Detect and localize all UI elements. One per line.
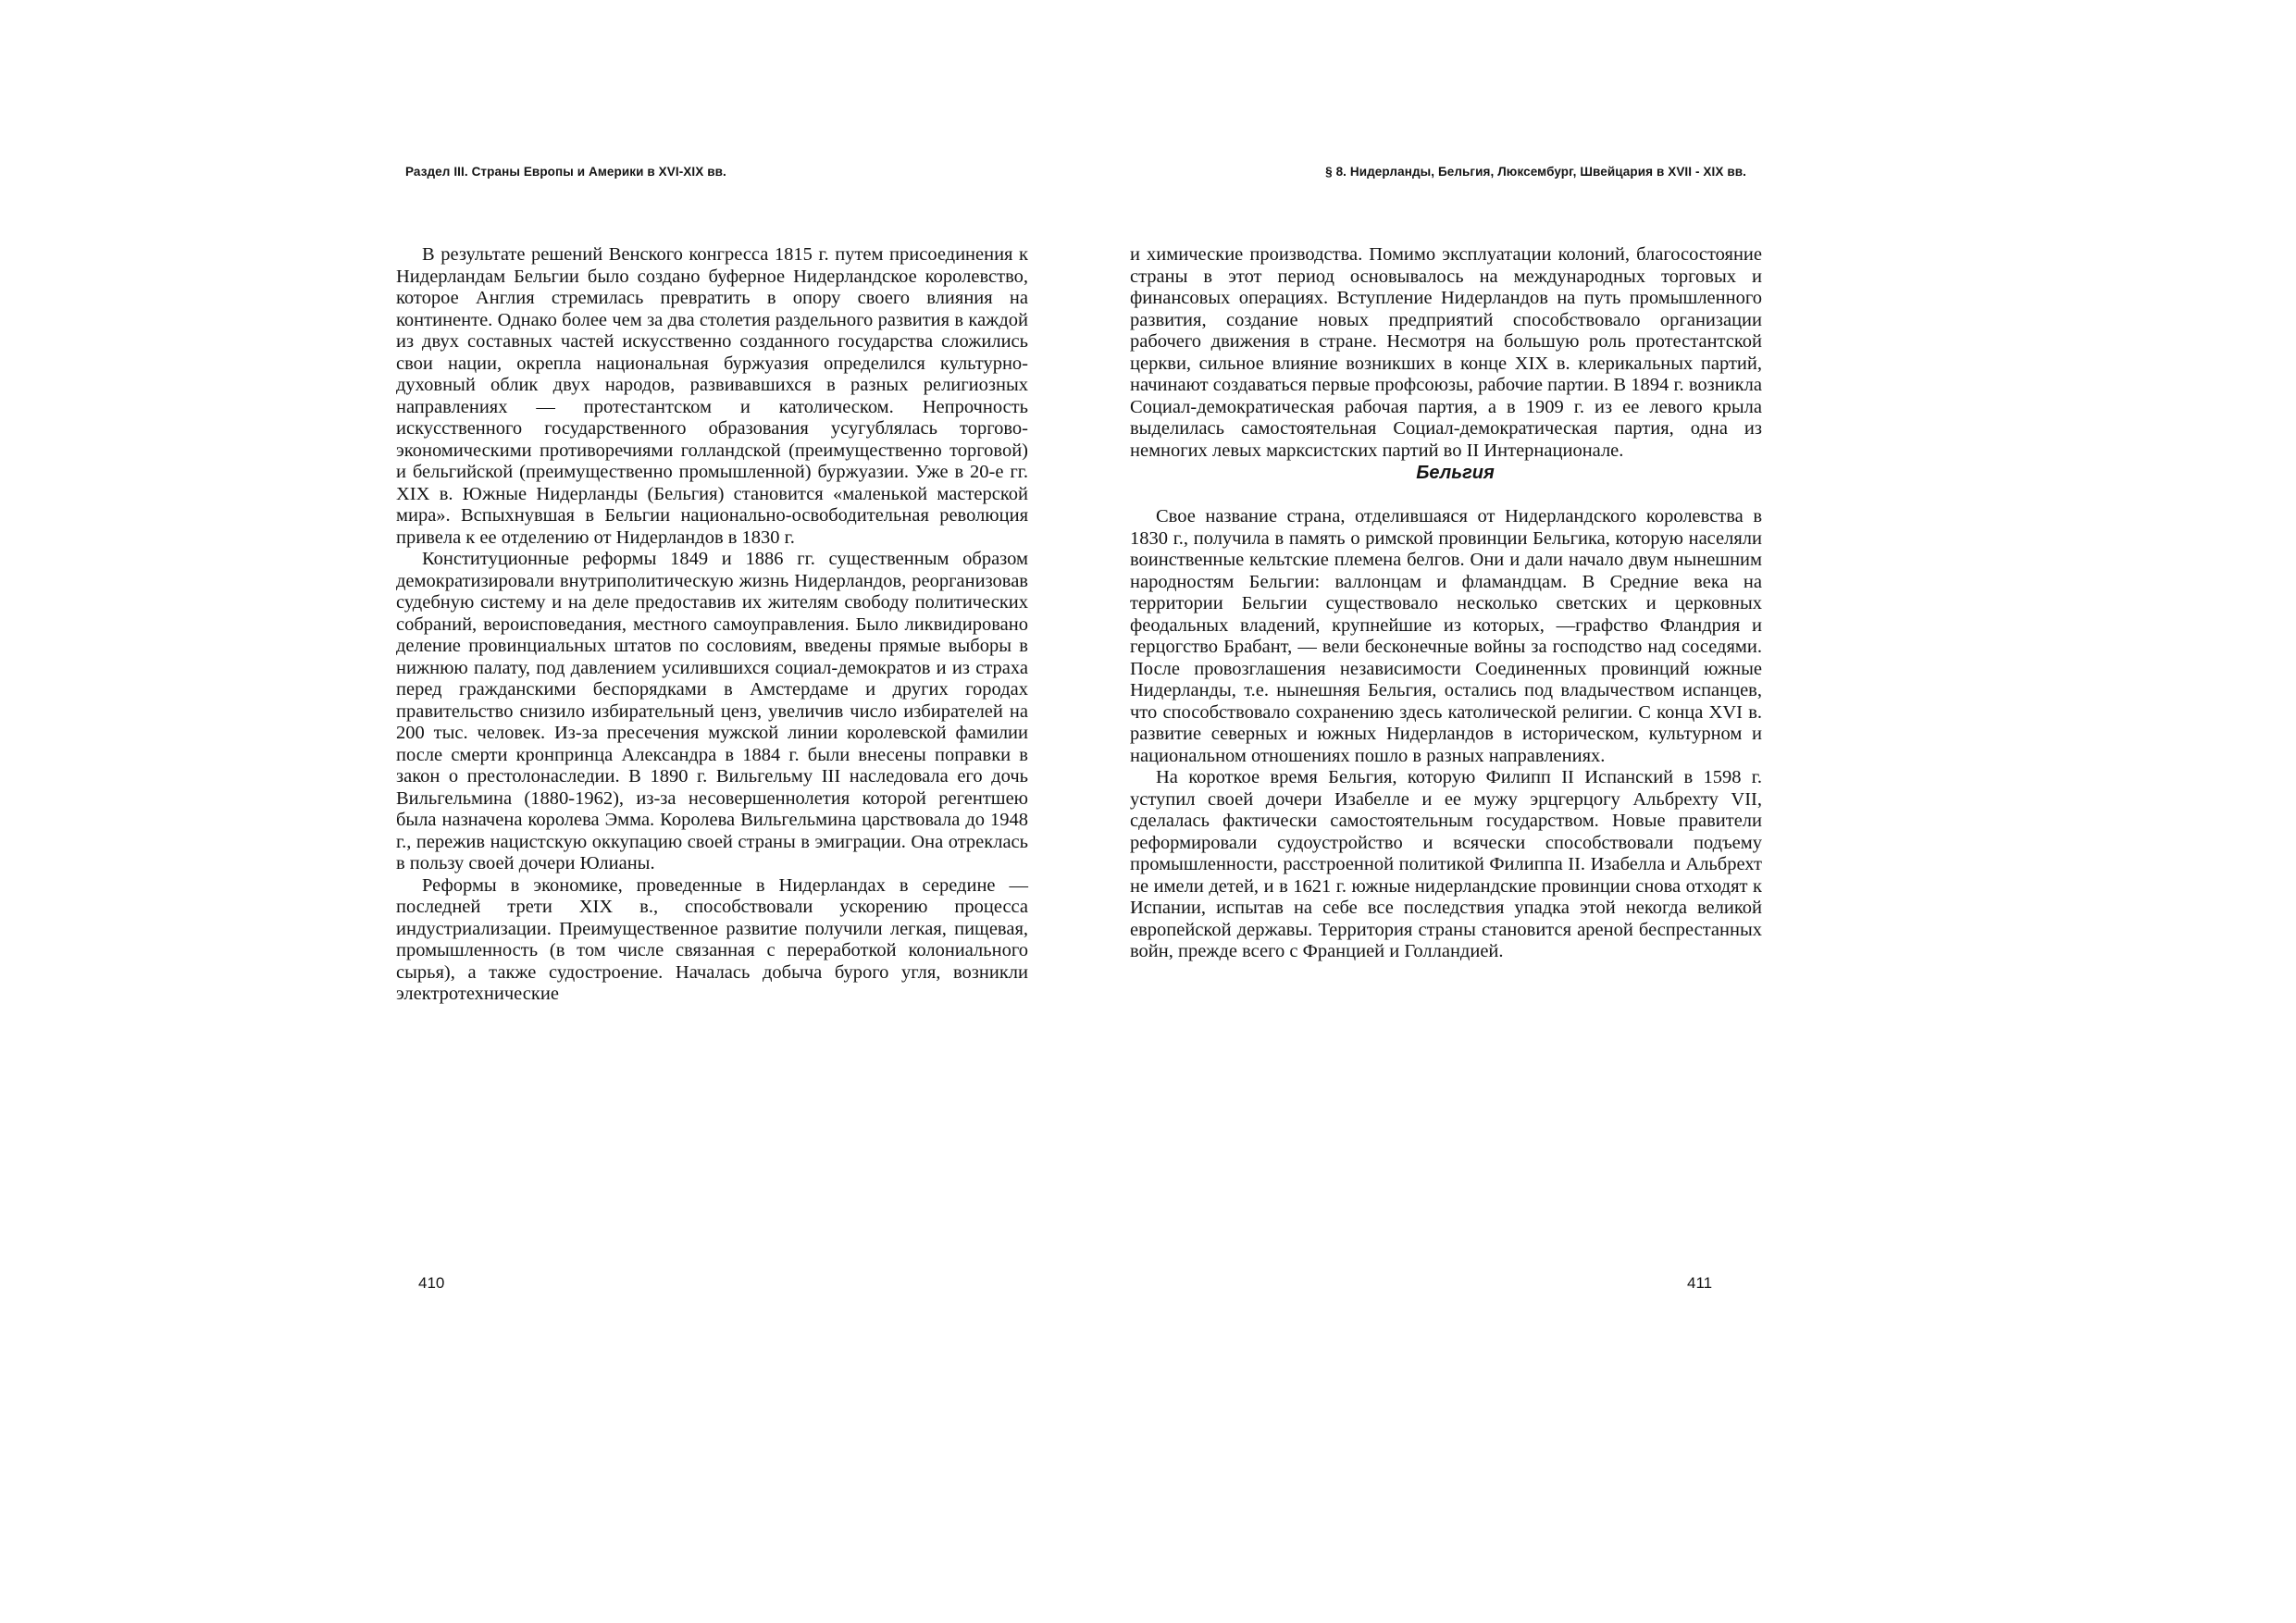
paragraph: Свое название страна, отделившаяся от Нидерландского королевства в 1830 г., получила в память о римской провинции Бельгика, которую населяли воинственные кельтские племена белгов. Они и дали начало двум нынешним народностям Бельгии: валлонцам и фламандцам. В Средние века на территории Бельгии существовало несколько светских и церковных феодальных владений, крупнейшие из которых, —графство Фландрия и герцогство Брабант, — вели бесконечные войны за господство над соседями. После провозглашения независимости Соединенных провинций южные Нидерланды, т.е. нынешняя Бельгия, остались под владычеством испанцев, что способствовало сохранению здесь католической религии. С конца XVI в. развитие северных и южных Нидерландов в историческом, культурном и национальном отношениях пошло в разных направлениях.: [1130, 506, 1762, 766]
right-page-text-column: [1130, 244, 1762, 963]
paragraph: На короткое время Бельгия, которую Филипп II Испанский в 1598 г. уступил своей дочери Изабелле и ее мужу эрцгерцогу Альбрехту VII, сделалась фактически самостоятельным государством. Новые правители реформировали судоустройство и всячески способствовали подъему промышленности, расстроенной политикой Филиппа II. Изабелла и Альбрехт не имели детей, и в 1621 г. южные нидерландские провинции снова отходят к Испании, испытав на себе все последствия упадка этой некогда великой европейской державы. Территория страны становится ареной беспрестанных войн, прежде всего с Францией и Голландией.: [1130, 767, 1762, 961]
paragraph-continuation: и химические производства. Помимо эксплуатации колоний, благосостояние страны в этот период основывалось на международных торговых и финансовых операциях. Вступление Нидерландов на путь промышленного развития, создание новых предприятий способствовало организации рабочего движения в стране. Несмотря на большую роль протестантской церкви, сильное влияние возникших в конце XIX в. клерикальных партий, начинают создаваться первые профсоюзы, рабочие партии. В 1894 г. возникла Социал-демократическая рабочая партия, а в 1909 г. из ее левого крыла выделилась самостоятельная Социал-демократическая партия, одна из немногих левых марксистских партий во II Интернационале.: [1130, 244, 1762, 461]
section-heading-belgium: Бельгия: [1416, 463, 1495, 483]
running-head-left: Раздел III. Страны Европы и Америки в XVI-XIX вв.: [405, 165, 726, 179]
running-head-right: § 8. Нидерланды, Бельгия, Люксембург, Швейцария в XVII - XIX вв.: [1325, 165, 1746, 179]
left-page-text-column: [396, 244, 1028, 1006]
paragraph: Реформы в экономике, проведенные в Нидерландах в середине — последней трети XIX в., способствовали ускорению процесса индустриализации. Преимущественное развитие получили легкая, пищевая, промышленность (в том числе связанная с переработкой колониального сырья), а также судостроение. Началась добыча бурого угля, возникли электротехнические: [396, 874, 1028, 1004]
page-number-right: 411: [1687, 1274, 1713, 1292]
paragraph: Конституционные реформы 1849 и 1886 гг. существенным образом демократизировали внутриполитическую жизнь Нидерландов, реорганизовав судебную систему и на деле предоставив их жителям свободу политических собраний, вероисповедания, местного самоуправления. Было ликвидировано деление провинциальных штатов по сословиям, введены прямые выборы в нижнюю палату, под давлением усилившихся социал-демократов и из страха перед гражданскими беспорядками в Амстердаме и других городах правительство снизило избирательный ценз, увеличив число избирателей на 200 тыс. человек. Из-за пресечения мужской линии королевской фамилии после смерти кронпринца Александра в 1884 г. были внесены поправки в закон о престолонаследии. В 1890 г. Вильгельму III наследовала его дочь Вильгельмина (1880-1962), из-за несовершеннолетия которой регентшею была назначена королева Эмма. Королева Вильгельмина царствовала до 1948 г., пережив нацистскую оккупацию своей страны в эмиграции. Она отреклась в пользу своей дочери Юлианы.: [396, 549, 1028, 873]
paragraph: В результате решений Венского конгресса 1815 г. путем присоединения к Нидерландам Бельгии было создано буферное Нидерландское королевство, которое Англия стремилась превратить в опору своего влияния на континенте. Однако более чем за два столетия раздельного развития в каждой из двух составных частей искусственно созданного государства сложились свои нации, окрепла национальная буржуазия определился культурно-духовный облик двух народов, развивавшихся в разных религиозных направлениях — протестантском и католическом. Непрочность искусственного государственного образования усугублялась торгово-экономическими противоречиями голландской (преимущественно торговой) и бельгийской (преимущественно промышленной) буржуазии. Уже в 20-е гг. XIX в. Южные Нидерланды (Бельгия) становится «маленькой мастерской мира». Вспыхнувшая в Бельгии национально-освободительная революция привела к ее отделению от Нидерландов в 1830 г.: [396, 244, 1028, 548]
page-number-left: 410: [418, 1274, 445, 1292]
